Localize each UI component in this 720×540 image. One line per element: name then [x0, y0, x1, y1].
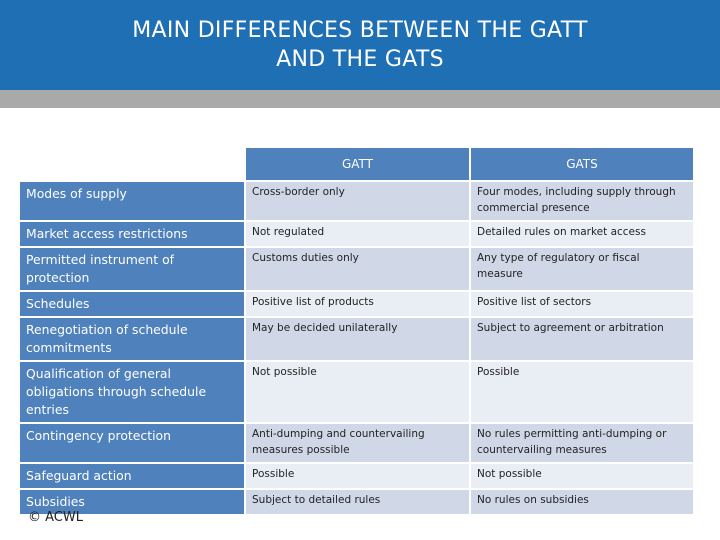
gats-cell: Possible	[470, 361, 694, 423]
gatt-cell: Not possible	[245, 361, 470, 423]
table-header-row	[20, 148, 694, 181]
gatt-cell: Subject to detailed rules	[245, 489, 470, 515]
gatt-cell: Cross-border only	[245, 181, 470, 221]
table-row	[20, 489, 694, 515]
row-label: Subsidies	[20, 489, 245, 515]
gats-cell: Any type of regulatory or fiscal measure	[470, 247, 694, 291]
slide-title-line-2: AND THE GATS	[276, 47, 444, 72]
gats-cell: No rules permitting anti-dumping or countervailing measures	[470, 423, 694, 463]
gats-cell: Subject to agreement or arbitration	[470, 317, 694, 361]
gatt-cell: Possible	[245, 463, 470, 489]
table-row	[20, 317, 694, 361]
row-label: Permitted instrument of protection	[20, 247, 245, 291]
header-gatt: GATT	[245, 148, 470, 181]
row-label: Market access restrictions	[20, 221, 245, 247]
table-row	[20, 291, 694, 317]
gats-cell: No rules on subsidies	[470, 489, 694, 515]
table-row	[20, 247, 694, 291]
row-label: Safeguard action	[20, 463, 245, 489]
row-label: Renegotiation of schedule commitments	[20, 317, 245, 361]
gats-cell: Four modes, including supply through commercial presence	[470, 181, 694, 221]
gats-cell: Positive list of sectors	[470, 291, 694, 317]
row-label: Contingency protection	[20, 423, 245, 463]
title-underline-bar	[0, 90, 720, 108]
row-label: Modes of supply	[20, 181, 245, 221]
gatt-cell: May be decided unilaterally	[245, 317, 470, 361]
gats-cell: Detailed rules on market access	[470, 221, 694, 247]
gatt-cell: Not regulated	[245, 221, 470, 247]
comparison-table	[20, 148, 695, 516]
table-row	[20, 221, 694, 247]
copyright-footer: © ACWL	[28, 510, 83, 525]
table-row	[20, 181, 694, 221]
header-gats: GATS	[470, 148, 694, 181]
table-row	[20, 423, 694, 463]
slide-title	[80, 16, 640, 74]
table-row	[20, 463, 694, 489]
gatt-cell: Positive list of products	[245, 291, 470, 317]
slide-title-bar	[0, 0, 720, 90]
slide-title-line-1: MAIN DIFFERENCES BETWEEN THE GATT	[132, 18, 588, 43]
gatt-cell: Customs duties only	[245, 247, 470, 291]
gatt-cell: Anti-dumping and countervailing measures possible	[245, 423, 470, 463]
header-blank-cell	[20, 148, 245, 181]
row-label: Schedules	[20, 291, 245, 317]
gats-cell: Not possible	[470, 463, 694, 489]
row-label: Qualification of general obligations through schedule entries	[20, 361, 245, 423]
table-row	[20, 361, 694, 423]
